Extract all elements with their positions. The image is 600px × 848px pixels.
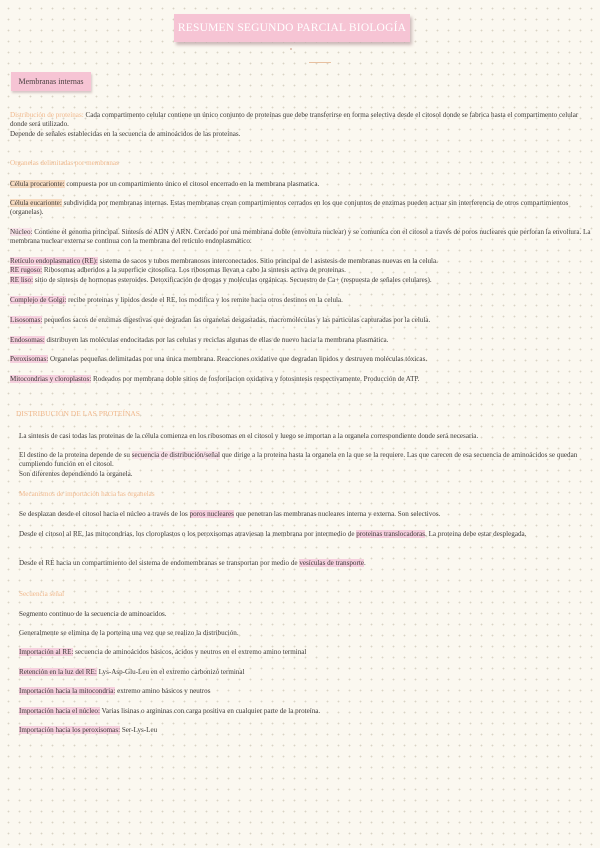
mechanism-2-text-a: Desde el citosol al RE, las mitocondrias, los cloroplastos o los peroxisomas atraviesan la membrana por intermedio de	[19, 530, 357, 538]
distribution-p2-text-b: que dirige a la proteina hasta la organela en la que se la requiere. Las que carecen de esa secuencia de aminoácidos se quedan cumpliendo función en el citosol.	[19, 451, 578, 469]
signal-5-term: Importación hacia la mitocondria:	[19, 687, 116, 695]
distribution-heading: DISTRIBUCIÓN DE LAS PROTEÍNAS	[16, 409, 140, 418]
rel-text: sitio de síntesis de hormonas esteroides. Detoxificación de drogas y moléculas orgánicas. Secuestro de Ca+ (respuesta de señales celulares).	[33, 275, 432, 284]
nucleo-paragraph	[10, 228, 592, 247]
peroxisomas-paragraph	[10, 355, 592, 364]
eucariote-term: Célula eucarionte:	[10, 199, 62, 207]
mechanism-1-highlight: poros nucleares	[189, 510, 234, 518]
signal-5-text: extremo amino básicos y neutros	[115, 687, 211, 695]
signal-paragraph-5	[19, 687, 591, 696]
signal-7-text: Ser-Lys-Leu	[120, 726, 158, 734]
section-label: Membranas internas	[11, 72, 91, 91]
procariote-paragraph	[10, 180, 592, 189]
procariote-term: Célula procarionte:	[10, 180, 65, 188]
procariote-text: compuesta por un compartimiento único el citosol encerrado en la membrana plasmatica.	[64, 180, 320, 188]
decorative-dot	[290, 48, 292, 50]
signal-6-term: Importación hacia el núcleo:	[19, 707, 100, 715]
title-underline	[309, 62, 331, 63]
eucariote-paragraph	[10, 199, 590, 218]
re-text: sistema de sacos y tubos membranosos interconectados. Sitio principal de l asistesis de membranas nuevas en la celula.	[97, 257, 438, 265]
rel-term: RE liso:	[10, 275, 34, 284]
mechanism-paragraph-3	[19, 559, 591, 568]
intro-text-2: Depende de señales establecidas en la secuencia de aminoácidos de las proteínas.	[10, 129, 241, 138]
lisosomas-term: Lisosomas:	[10, 316, 43, 324]
signal-paragraph-1: Segmento continuo de la secuencia de aminoacidos.	[19, 610, 167, 618]
endosomas-text: distribuyen las moléculas endocitadas por las celulas y reciclas algunas de ellas de nuevo hacia la membrana plasmática.	[44, 336, 389, 344]
distribution-p2-text-a: El destino de la proteina depende de su	[19, 451, 132, 459]
mechanism-3-text-b: .	[363, 559, 366, 567]
rer-term: RE rugoso:	[10, 266, 43, 275]
signal-paragraph-2: Generalmente se elimina de la porteina una vez que se realizo la distribución.	[19, 629, 239, 637]
golgi-text: recibe proteinas y lipidos desde el RE, los modifica y los remite hacia otros destinos en la celula.	[66, 296, 343, 304]
intro-term: Distribución de proteínas:	[10, 111, 84, 119]
signal-paragraph-6	[19, 707, 591, 716]
nucleo-text: Contiene el genoma principal. Sintesis de ADN y ARN. Cercado por una membrana doble (envoltura nuclear) y se comunica con el citosol a través de poros nucleares que perforan la envoltura. La membrana nuclear externa se continua con la membrana del retículo endoplasmático.	[10, 228, 591, 246]
lisosomas-text: pequeños sacos de enzimas digestivas que degradan las organelas desgastadas, macromoléculas y las particulas capturadas por la celula.	[42, 316, 431, 324]
distribution-p2-highlight: secuencia de distribución/señal	[131, 451, 220, 459]
mechanism-3-highlight: vesículas de transporte	[299, 559, 364, 567]
signal-paragraph-7	[19, 726, 591, 735]
signal-3-term: Importación al RE:	[19, 648, 74, 656]
mechanism-2-text-b: . La proteina debe estar desplegada.	[425, 530, 527, 538]
mitocondrias-paragraph	[10, 375, 592, 384]
re-paragraph	[10, 257, 592, 285]
distribution-paragraph-2	[19, 451, 591, 479]
page-title: RESUMEN SEGUNDO PARCIAL BIOLOGÍA	[174, 14, 410, 42]
mechanism-2-highlight: proteinas translocadoras	[356, 530, 426, 538]
signal-7-term: Importación hacia los peroxisomas:	[19, 726, 121, 734]
organelles-heading: Organelas delimitadas por membranas	[10, 159, 119, 167]
eucariote-text: subdividida por membranas internas. Estas membranas crean compartimientos cerrados en los que conjuntos de enzimas pueden actuar sin interferencia de otros compartimientos (organelas).	[10, 199, 569, 217]
distribution-paragraph-1: La sintesis de casi todas las proteinas de la célula comienza en los ribosomas en el citosol y luego se importan a la organela correspondiente donde será necesaria.	[19, 432, 479, 440]
peroxisomas-text: Organelas pequeñas delimitadas por una única membrana. Reacciones oxidative que degradan lipidos y destruyen moléculas tóxicas.	[48, 355, 428, 363]
rer-text: Ribosomas adheridos a la superficie citosolica. Los ribosomas llevan a cabo la sintesis activa de proteinas.	[42, 266, 346, 275]
signal-heading: Secuencia señal	[19, 590, 65, 598]
mechanism-1-text-b: que penetran las membranas nucleares interna y externa. Son selectivos.	[233, 510, 441, 518]
re-term: Retículo endoplasmatico (RE):	[10, 257, 98, 265]
lisosomas-paragraph	[10, 316, 592, 325]
mechanism-3-text-a: Desde el RE hacia un compartimiento del sistema de endomembranas se transportan por medio de	[19, 559, 300, 567]
mechanism-paragraph-1	[19, 510, 591, 519]
endosomas-term: Endosomas:	[10, 336, 45, 344]
mechanism-paragraph-2	[19, 530, 591, 539]
golgi-paragraph	[10, 296, 592, 305]
nucleo-term: Núcleo:	[10, 228, 33, 236]
mechanisms-heading: Mecanismos de importación hacia las organelas	[19, 490, 155, 498]
signal-paragraph-3	[19, 648, 591, 657]
signal-4-text: Lys-Asp-Glu-Leu en el extremo carbonizó terminal	[96, 668, 245, 676]
distribution-p2-text-c: Son diferentes dependiendo la organela.	[19, 469, 133, 478]
intro-text: Cada compartimento celular contiene un único conjunto de proteínas que debe transferirse en forma selectiva desde el citosol donde se fabrica hasta el compartimento celular donde será utilizado.	[10, 111, 579, 129]
mechanism-1-text-a: Se desplazan desde el citosol hacia el núcleo a través de los	[19, 510, 190, 518]
signal-6-text: Varias lisinas o argininas con carga positiva en cualquier parte de la proteína.	[99, 707, 321, 715]
signal-paragraph-4	[19, 668, 591, 677]
intro-paragraph	[10, 111, 592, 139]
signal-4-term: Retención en la luz del RE:	[19, 668, 97, 676]
peroxisomas-term: Peroxisomas:	[10, 355, 49, 363]
mitocondrias-term: Mitocondrias y cloroplastos:	[10, 375, 92, 383]
golgi-term: Complejo de Golgi:	[10, 296, 67, 304]
endosomas-paragraph	[10, 336, 592, 345]
signal-3-text: secuencia de aminoácidos básicos, ácidos y neutros en el extremo amino terminal	[73, 648, 307, 656]
mitocondrias-text: Rodeados por membrana doble sitios de fosforilacion oxidativa y fotosintesis respectivamente. Producción de ATP.	[91, 375, 420, 383]
